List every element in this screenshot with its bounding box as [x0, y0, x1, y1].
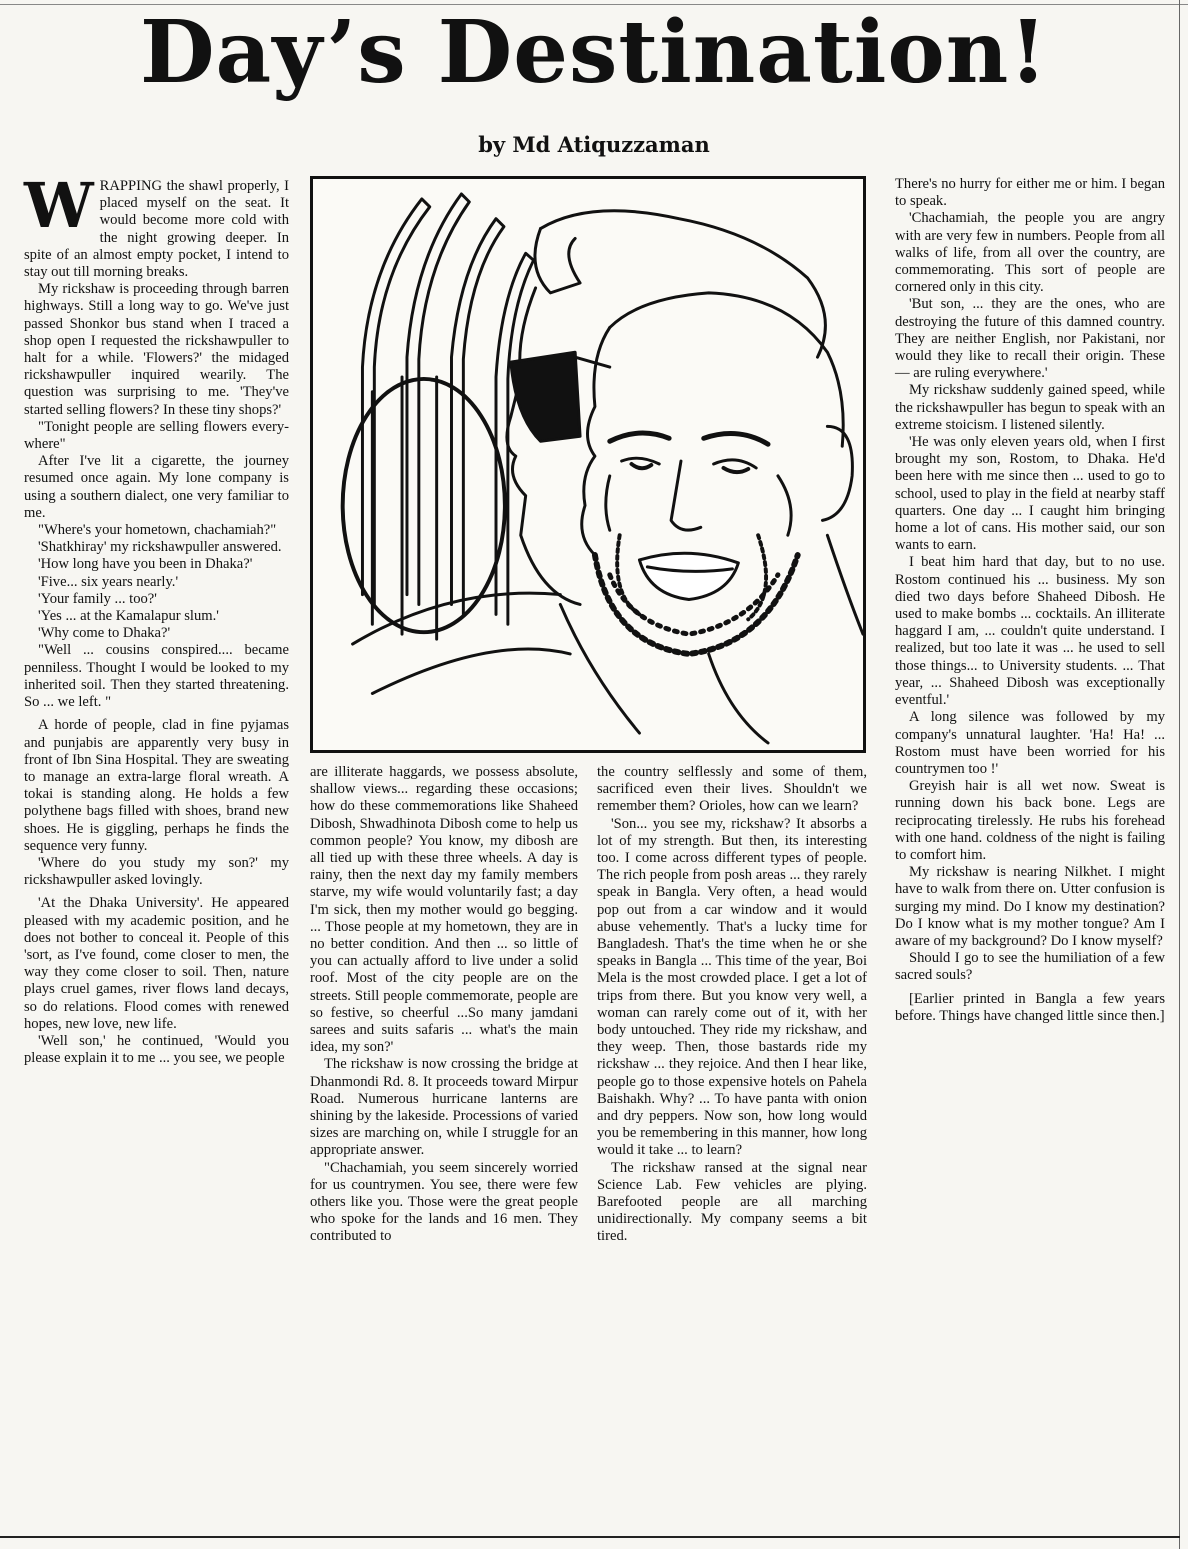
- paragraph: 'Yes ... at the Kamalapur slum.': [38, 608, 219, 625]
- article-column-3: [597, 764, 867, 1246]
- paragraph: "Chachamiah, you seem sincerely worried for us countrymen. You see, there were few others like you. Those were the great people who spoke for the lands and 16 men. They contributed to: [310, 1159, 578, 1245]
- paragraph: "Tonight people are selling flowers every-where": [24, 418, 289, 453]
- paragraph: 'How long have you been in Dhaka?': [38, 556, 253, 573]
- drop-cap: W: [24, 169, 94, 242]
- paragraph: 'Chachamiah, the people you are angry with are very few in numbers. People from all walks of life, from all over the country, are commemorating. This sort of people are cornered only in this city.: [895, 210, 1165, 296]
- paragraph: 'Your family ... too?': [38, 590, 157, 607]
- article-column-4: [895, 176, 1165, 1025]
- paragraph: 'Shatkhiray' my rickshawpuller answered.: [38, 539, 282, 556]
- rickshaw-puller-drawing-icon: [313, 179, 863, 750]
- paragraph: My rickshaw is nearing Nilkhet. I might have to walk from there on. Utter confusion is surging my mind. Do I know my destination? Do I know what is my mother tongue? Am I aware of my background? Do I know myself?: [895, 864, 1165, 949]
- paragraph: "Where's your hometown, chachamiah?": [38, 522, 277, 539]
- paragraph: A horde of people, clad in fine pyjamas and punjabis are apparently very busy in front of Ibn Sina Hospital. They are sweating to manage an extra-large floral wreath. A tokai is standing along. He holds a few polythene bags filled with shoes, brand new shoes. He is giggling, perhaps he finds the sequence very funny.: [24, 717, 289, 854]
- paragraph: My rickshaw suddenly gained speed, while the rickshawpuller has begun to speak with an extreme stoicism. I listened silently.: [895, 382, 1165, 433]
- paragraph: My rickshaw is proceeding through barren highways. Still a long way to go. We've just passed Shonkor bus stand when I traced a shop open I requested the rickshawpuller to halt for a while. 'Flowers?' the midaged rickshawpuller inquired wearily. The question was surprising to me. 'They've started selling flowers? In these tiny shops?': [24, 281, 289, 418]
- paragraph: [Earlier printed in Bangla a few years before. Things have changed little since then.]: [895, 990, 1165, 1024]
- paragraph: 'He was only eleven years old, when I first brought my son, Rostom, to Dhaka. He'd been here with me since then ... used to go to school, used to play in the field at nearby staff quarters. One day ... I caught him bringing home a lot of cans. His mother said, our son wants to earn.: [895, 434, 1165, 554]
- paragraph: 'Son... you see my, rickshaw? It absorbs a lot of my strength. But then, its interesting too. I come across different types of people. The rich people from posh areas ... they rarely speak in Bangla. Very often, a head would pop out from a car window and it would abuse vehemently. That's a lucky time for Bangladesh. That's the time when he or she speaks in Bangla ... This time of the year, Boi Mela is the most crowded place. I get a lot of trips from there. But you know very well, a woman can rarely come out of it, with her body untouched. They ride my rickshaw, and they weep. Then, those bastards ride my rickshaw ... they rejoice. And then I hear like, people go to those expensive hotels on Pahela Baishakh. Why? ... To have panta with onion and dry peppers. Now son, how long would you be remembering in this manner, how long would it take ... to learn?: [597, 815, 867, 1159]
- paragraph: "Well ... cousins conspired.... became penniless. Thought I would be looked to my inherited soil. Then they started threatening. So ... we left. ": [24, 642, 289, 711]
- paragraph: 'Well son,' he continued, 'Would you please explain it to me ... you see, we people: [24, 1032, 289, 1067]
- paragraph: 'But son, ... they are the ones, who are destroying the future of this damned country. They are neither English, nor Pakistani, nor would they like to recall their origin. These — are ruling everywhere.': [895, 296, 1165, 382]
- right-rule: [1179, 0, 1180, 1549]
- paragraph: After I've lit a cigarette, the journey resumed once again. My lone company is using a southern dialect, one very familiar to me.: [24, 453, 289, 521]
- paragraph: The rickshaw ransed at the signal near Science Lab. Few vehicles are plying. Barefooted people are all marching unidirectionally. My company seems a bit tired.: [597, 1159, 867, 1245]
- paragraph: I beat him hard that day, but to no use. Rostom continued his ... business. My son died two days before Shaheed Dibosh. He used to make bombs ... cocktails. An illiterate haggard I am, ... couldn't quite understand. I realized, but too late it was ... he used to sell those things... to University students. ... That year, ... Shaheed Dibosh was exceptionally eventful.': [895, 554, 1165, 709]
- paragraph: A long silence was followed by my company's unnatural laughter. 'Ha! Ha! ... Rostom must have been worried for his countrymen too !': [895, 709, 1165, 777]
- byline: by Md Atiquzzaman: [478, 132, 710, 157]
- illustration-frame: [310, 176, 866, 753]
- paragraph: 'At the Dhaka University'. He appeared pleased with my academic position, and he does not bother to conceal it. People of this 'sort, as I've found, come closer to men, the way they come closer to soil. Then, nature plays cruel games, river flows land decays, so do relations. Flood comes with renewed hopes, new love, new life.: [24, 895, 289, 1032]
- headline: Day’s Destination!: [139, 2, 1049, 103]
- paragraph: 'Where do you study my son?' my rickshawpuller asked lovingly.: [24, 854, 289, 889]
- paragraph: 'Five... six years nearly.': [38, 573, 179, 590]
- paragraph: the country selflessly and some of them, sacrificed even their lives. Shouldn't we remember them? Orioles, how can we learn?: [597, 764, 867, 815]
- paragraph: There's no hurry for either me or him. I began to speak.: [895, 176, 1165, 210]
- paragraph: are illiterate haggards, we possess absolute, shallow views... regarding these occasions; how do these commemorations like Shaheed Dibosh, Shwadhinota Dibosh come to help us common people? You know, my dibosh are all tied up with these three wheels. A day is rainy, then the next day my family members starve, my wife would voluntarily fast; a day I'm sick, then my mother would go begging. ... Those people at my hometown, they are in no better condition. And then ... so little of you can actually afford to live under a solid roof. Most of the city people are on the streets. Still people commemorate, people are so festive, so cheerful ...So many jamdani sarees and suits safaris ... what's the main idea, my son?': [310, 764, 578, 1056]
- paragraph: The rickshaw is now crossing the bridge at Dhanmondi Rd. 8. It proceeds toward Mirpur Road. Numerous hurricane lanterns are shining by the lakeside. Processions of varied sizes are marching on, while I struggle for an appropriate answer.: [310, 1056, 578, 1159]
- paragraph: Should I go to see the humiliation of a few sacred souls?: [895, 950, 1165, 984]
- article-column-2: [310, 764, 578, 1246]
- article-column-1: [24, 169, 289, 1067]
- bottom-rule: [0, 1536, 1180, 1538]
- paragraph: Greyish hair is all wet now. Sweat is running down his back bone. Legs are reciprocating tirelessly. He rubs his forehead with one hand. coldness of the night is failing to comfort him.: [895, 778, 1165, 863]
- paragraph: 'Why come to Dhaka?': [38, 625, 171, 642]
- paragraph: WRAPPING the shawl properly, I placed myself on the seat. It would become more cold with the night growing deeper. In spite of an almost empty pocket, I intend to stay out till morning breaks.: [24, 169, 289, 281]
